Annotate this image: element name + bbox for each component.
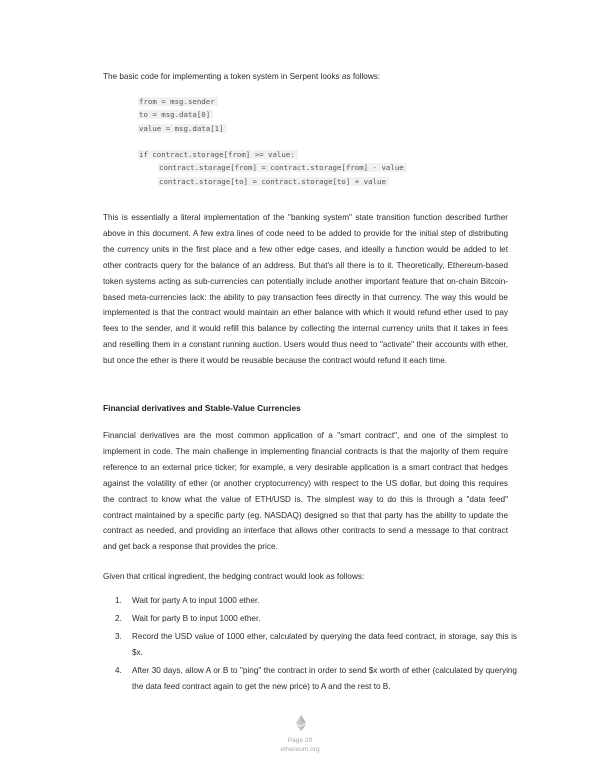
page-number: Page 20 <box>287 737 313 744</box>
list-item <box>103 663 517 694</box>
paragraph-hedging-intro: Given that critical ingredient, the hedging contract would look as follows: <box>103 572 365 581</box>
list-text: Record the USD value of 1000 ether, calculated by querying the data feed contract, in storage, say this is $x. <box>132 632 517 657</box>
code-line: to = msg.data[0] <box>138 108 407 121</box>
list-text: After 30 days, allow A or B to "ping" the contract in order to send $x worth of ether (calculated by querying the data feed contract again to get the new price) to A and the rest to B. <box>132 666 517 691</box>
intro-text: The basic code for implementing a token system in Serpent looks as follows: <box>103 72 381 81</box>
list-text: Wait for party B to input 1000 ether. <box>132 614 261 624</box>
list-number: 3. <box>115 632 122 642</box>
list-number: 4. <box>115 666 122 676</box>
ethereum-diamond-icon <box>296 715 306 731</box>
code-line: if contract.storage[from] >= value: <box>138 148 407 161</box>
code-line: contract.storage[to] = contract.storage[to] + value <box>138 175 407 188</box>
paragraph-token-systems: This is essentially a literal implementation of the "banking system" state transition function described further above in this document. A few extra lines of code need to be added to provide for the initial step of distributing the currency units in the first place and a few other edge cases, and ideally a function would be added to let other contracts query for the balance of an address. But that's all there is to it. Theoretically, Ethereum-based token systems acting as sub-currencies can potentially include another important feature that on-chain Bitcoin-based meta-currencies lack: the ability to pay transaction fees directly in that currency. The way this would be implemented is that the contract would maintain an ether balance with which it would refund ether used to pay fees to the sender, and it would refill this balance by collecting the internal currency units that it takes in fees and reselling them in a constant running auction. Users would thus need to "activate" their accounts with ether, but once the ether is there it would be reusable because the contract would refund it each time. <box>103 213 508 366</box>
code-block <box>138 95 407 188</box>
list-text: Wait for party A to input 1000 ether. <box>132 596 260 605</box>
list-item <box>103 629 517 660</box>
site-link[interactable]: ethereum.org <box>280 746 320 753</box>
list-item <box>103 611 517 627</box>
code-line: from = msg.sender <box>138 95 407 108</box>
code-line: value = msg.data[1] <box>138 122 407 135</box>
list-number: 1. <box>115 596 122 605</box>
paragraph-financial-derivatives: Financial derivatives are the most common application of a "smart contract", and one of the simplest to implement in code. The main challenge in implementing financial contracts is that the majority of them require reference to an external price ticker; for example, a very desirable application is a smart contract that hedges against the volatility of ether (or another cryptocurrency) with respect to the US dollar, but doing this requires the contract to know what the value of ETH/USD is. The simplest way to do this is through a "data feed" contract maintained by a specific party (eg. NASDAQ) designed so that that party has the ability to update the contract as needed, and providing an interface that allows other contracts to send a message to that contract and get back a response that provides the price. <box>103 431 508 552</box>
list-number: 2. <box>115 614 122 624</box>
hedging-steps-list <box>103 593 517 697</box>
code-line: contract.storage[from] = contract.storage[from] - value <box>138 161 407 174</box>
list-item <box>103 593 517 609</box>
section-heading: Financial derivatives and Stable-Value Currencies <box>103 403 301 413</box>
